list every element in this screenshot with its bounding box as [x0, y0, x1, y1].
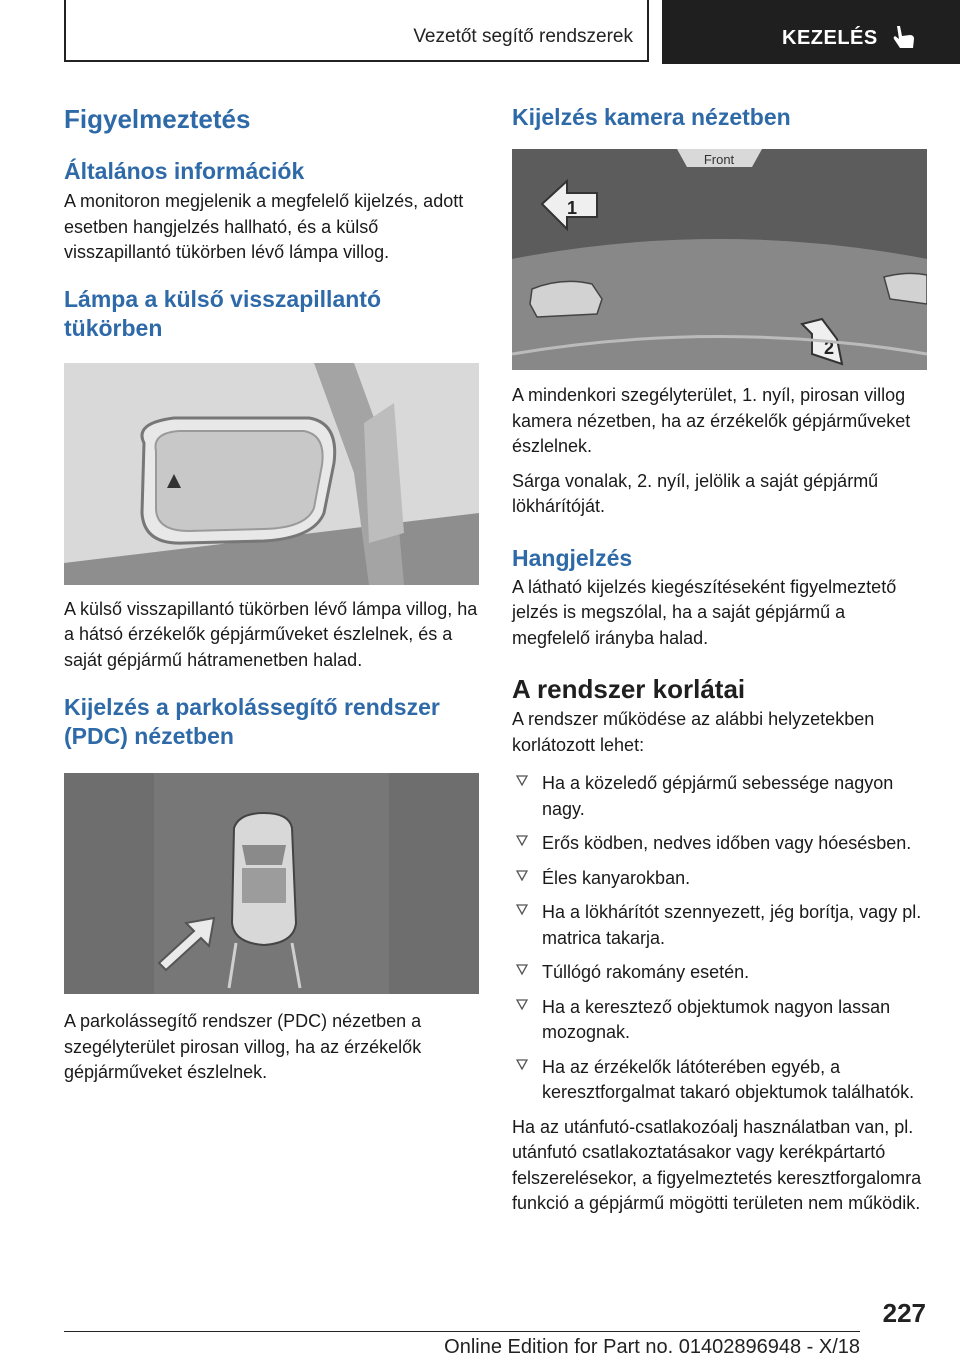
triangle-bullet-icon	[516, 904, 528, 916]
triangle-bullet-icon	[516, 999, 528, 1011]
heading-mirror-lamp: Lámpa a külső visszapillantó tükörben	[64, 285, 381, 341]
mirror-illustration	[64, 363, 479, 585]
pdc-illustration	[64, 773, 479, 994]
triangle-bullet-icon	[516, 1059, 528, 1071]
header-title: Vezetőt segítő rendszerek	[413, 26, 633, 47]
triangle-bullet-icon	[516, 835, 528, 847]
limits-item: Ha a közeledő gépjármű sebessége nagyon nagy.	[512, 771, 927, 822]
limits-item: Ha a keresztező objektumok nagyon lassan mozognak.	[512, 995, 927, 1046]
camera-figure	[512, 149, 927, 370]
header-section: KEZELÉS	[782, 27, 878, 49]
heading-general: Általános információk	[64, 158, 305, 184]
camera-illustration	[512, 149, 927, 370]
footer-edition: Online Edition for Part no. 01402896948 - X/18	[444, 1336, 860, 1358]
general-text: A monitoron megjelenik a megfelelő kijelzés, adott esetben hangjelzés hallható, és a külső visszapillantó tükörben lévő lámpa villog.	[64, 191, 464, 262]
right-column	[512, 100, 927, 1217]
camera-label-front: Front	[703, 152, 735, 167]
triangle-bullet-icon	[516, 775, 528, 787]
triangle-bullet-icon	[516, 964, 528, 976]
limits-intro: A rendszer működése az alábbi helyzetekben korlátozott lehet:	[512, 709, 875, 755]
left-column	[64, 100, 479, 1086]
camera-label-2: 2	[824, 338, 835, 358]
heading-pdc: Kijelzés a parkolássegítő rendszer (PDC) nézetben	[64, 694, 440, 749]
heading-limits: A rendszer korlátai	[512, 674, 746, 704]
mirror-figure	[64, 363, 479, 585]
limits-item: Ha az érzékelők látóterében egyéb, a keresztforgalmat takaró objektumok találhatók.	[512, 1055, 927, 1106]
header-title-box	[64, 0, 649, 62]
heading-camera: Kijelzés kamera nézetben	[512, 104, 791, 130]
camera-label-1: 1	[567, 198, 578, 218]
heading-warning: Figyelmeztetés	[64, 104, 251, 134]
camera-caption-1: A mindenkori szegélyterület, 1. nyíl, pirosan villog kamera nézetben, ha az érzékelők gépjárműveket észlelnek.	[512, 385, 911, 456]
limits-item: Éles kanyarokban.	[512, 866, 927, 892]
trailer-text: Ha az utánfutó-csatlakozóalj használatban van, pl. utánfutó csatlakoztatásakor vagy kerékpártartó felszerelésekor, a figyelmeztetés keresztforgalomra funkció a gépjármű mögötti területen nem működik.	[512, 1116, 922, 1213]
heading-sound: Hangjelzés	[512, 544, 633, 571]
limits-item: Túllógó rakomány esetén.	[512, 960, 927, 986]
pointing-hand-icon	[890, 22, 920, 52]
triangle-bullet-icon	[516, 870, 528, 882]
mirror-caption: A külső visszapillantó tükörben lévő lámpa villog, ha a hátsó érzékelők gépjárműveket észlelnek, és a saját gépjármű hátramenetben halad.	[64, 598, 478, 670]
header-section-box	[662, 0, 960, 64]
sound-text: A látható kijelzés kiegészítéseként figyelmeztető jelzés is megszólal, ha a saját gépjármű a megfelelő irányba halad.	[512, 576, 897, 648]
pdc-figure	[64, 773, 479, 994]
limits-list	[512, 771, 927, 1106]
limits-item: Ha a lökhárítót szennyezett, jég borítja, vagy pl. matrica takarja.	[512, 900, 927, 951]
camera-caption-2: Sárga vonalak, 2. nyíl, jelölik a saját gépjármű lökhárítóját.	[512, 470, 879, 516]
limits-item: Erős ködben, nedves időben vagy hóesésben.	[512, 831, 927, 857]
footer-divider	[64, 1331, 860, 1332]
pdc-caption: A parkolássegítő rendszer (PDC) nézetben a szegélyterület pirosan villog, ha az érzékelők gépjárműveket észlelnek.	[64, 1011, 422, 1082]
page-number: 227	[882, 1298, 926, 1328]
